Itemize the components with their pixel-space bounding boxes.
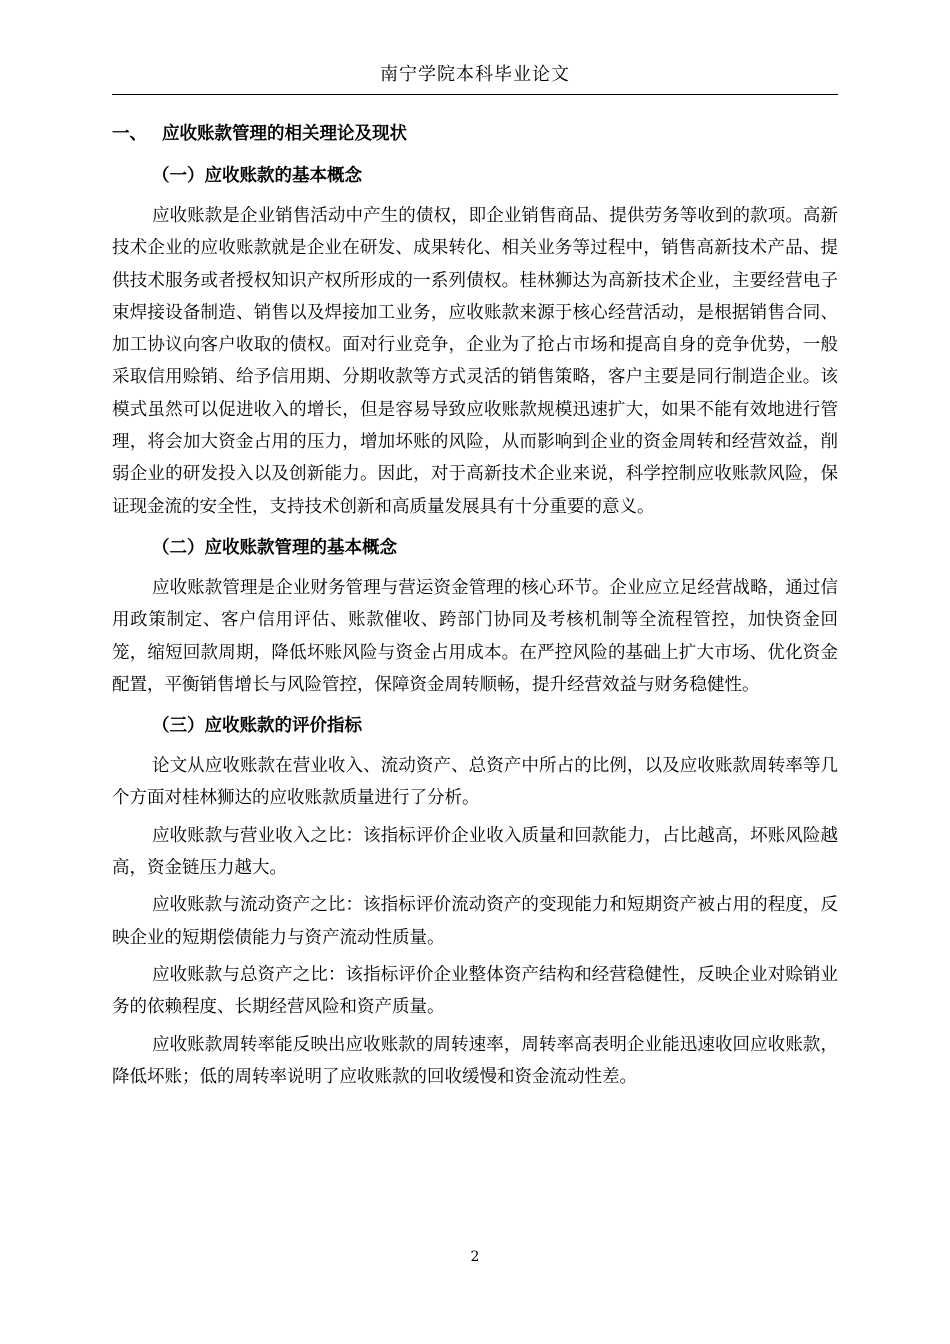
subsection-heading-1: （一）应收账款的基本概念 (152, 166, 362, 186)
subsection-heading-3: （三）应收账款的评价指标 (152, 716, 362, 737)
section-heading (112, 117, 838, 151)
paragraph-receivables-concept: 应收账款是企业销售活动中产生的债权，即企业销售商品、提供劳务等收到的款项。高新技术企业的应收账款就是企业在研发、成果转化、相关业务等过程中，销售高新技术产品、提供技术服务或者授权知识产权所形成的一系列债权。桂林狮达为高新技术企业，主要经营电子束焊接设备制造、销售以及焊接加工业务，应收账款来源于核心经营活动，是根据销售合同、加工协议向客户收取的债权。面对行业竞争，企业为了抢占市场和提高自身的竞争优势，一般采取信用赊销、给予信用期、分期收款等方式灵活的销售策略，客户主要是同行制造企业。该模式虽然可以促进收入的增长，但是容易导致应收账款规模迅速扩大，如果不能有效地进行管理，将会加大资金占用的压力，增加坏账的风险，从而影响到企业的资金周转和经营效益，削弱企业的研发投入以及创新能力。因此，对于高新技术企业来说，科学控制应收账款风险，保证现金流的安全性，支持技术创新和高质量发展具有十分重要的意义。 (112, 206, 838, 517)
page-number: 2 (470, 1249, 480, 1265)
section-number: 一、 (112, 124, 147, 144)
header-rule (112, 94, 838, 95)
paragraph-total-assets-ratio: 应收账款与总资产之比：该指标评价企业整体资产结构和经营稳健性，反映企业对赊销业务的依赖程度、长期经营风险和资产质量。 (112, 964, 838, 1018)
paragraph-receivables-management: 应收账款管理是企业财务管理与营运资金管理的核心环节。企业应立足经营战略，通过信用政策制定、客户信用评估、账款催收、跨部门协同及考核机制等全流程管控，加快资金回笼，缩短回款周期，降低坏账风险与资金占用成本。在严控风险的基础上扩大市场、优化资金配置，平衡销售增长与风险管控，保障资金周转顺畅，提升经营效益与财务稳健性。 (112, 577, 838, 695)
paragraph-evaluation-intro: 论文从应收账款在营业收入、流动资产、总资产中所占的比例，以及应收账款周转率等几个方面对桂林狮达的应收账款质量进行了分析。 (112, 756, 838, 809)
subsection-heading-2: （二）应收账款管理的基本概念 (152, 537, 397, 558)
paragraph-revenue-ratio: 应收账款与营业收入之比：该指标评价企业收入质量和回款能力，占比越高，坏账风险越高，资金链压力越大。 (112, 825, 838, 879)
section-title: 应收账款管理的相关理论及现状 (162, 124, 407, 144)
paragraph-current-assets-ratio: 应收账款与流动资产之比：该指标评价流动资产的变现能力和短期资产被占用的程度，反映企业的短期偿债能力与资产流动性质量。 (112, 895, 838, 948)
paragraph-turnover-rate: 应收账款周转率能反映出应收账款的周转速率，周转率高表明企业能迅速收回应收账款，降低坏账；低的周转率说明了应收账款的回收缓慢和资金流动性差。 (112, 1034, 838, 1087)
page-header-title: 南宁学院本科毕业论文 (380, 64, 570, 85)
page-body (112, 117, 838, 1098)
